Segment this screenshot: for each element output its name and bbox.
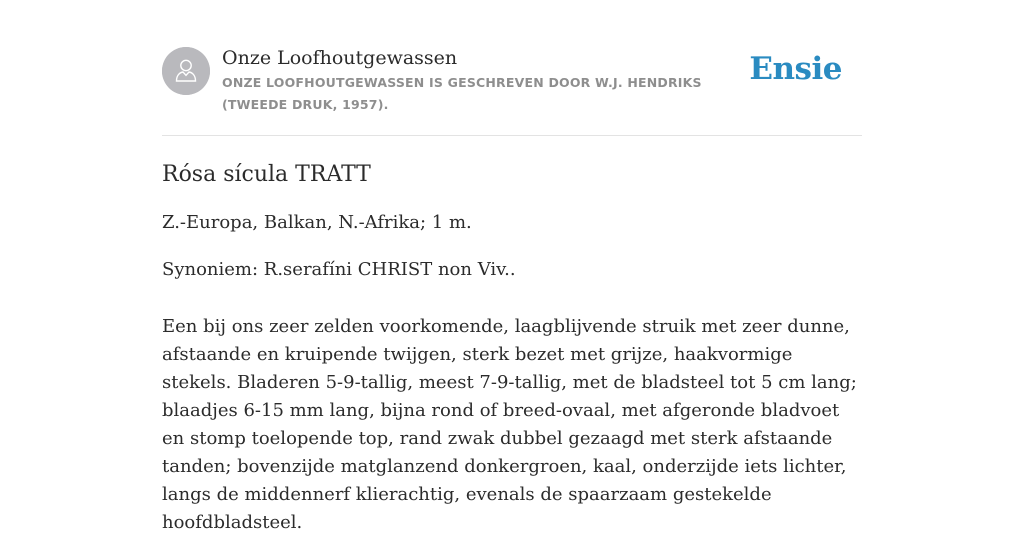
- source-description: ONZE LOOFHOUTGEWASSEN IS GESCHREVEN DOOR W.J. HENDRIKS (TWEEDE DRUK, 1957).: [222, 75, 702, 112]
- header-divider: [162, 135, 862, 136]
- source-header: [162, 45, 862, 135]
- entry-synonyms: Synoniem: R.serafíni CHRIST non Viv..: [162, 259, 516, 280]
- source-title[interactable]: Onze Loofhoutgewassen: [222, 47, 458, 69]
- entry-title: Rósa sícula TRATT: [162, 162, 371, 187]
- entry-distribution: Z.-Europa, Balkan, N.-Afrika; 1 m.: [162, 212, 472, 233]
- ensie-logo[interactable]: Ensie: [749, 51, 842, 87]
- user-avatar-icon: [162, 47, 210, 95]
- entry-description: Een bij ons zeer zelden voorkomende, laagblijvende struik met zeer dunne, afstaande en kruipende twijgen, sterk bezet met grijze, haakvormige stekels. Bladeren 5-9-tallig, meest 7-9-tallig, met de bladsteel tot 5 cm lang; blaadjes 6-15 mm lang, bijna rond of breed-ovaal, met afgeronde bladvoet en stomp toelopende top, rand zwak dubbel gezaagd met sterk afstaande tanden; bovenzijde matglanzend donkergroen, kaal, onderzijde iets lichter, langs de middennerf klierachtig, evenals de spaarzaam gestekelde hoofdbladsteel.: [162, 316, 857, 533]
- entry-content: [162, 158, 862, 537]
